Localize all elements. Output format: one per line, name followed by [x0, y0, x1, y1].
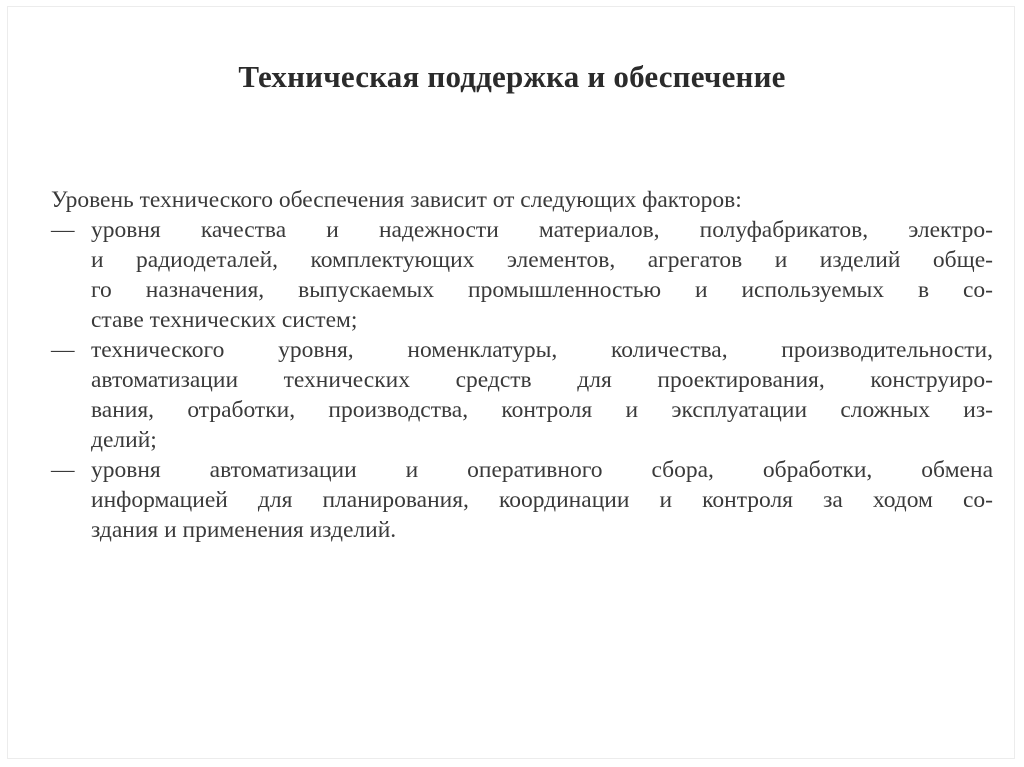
- list-item: [51, 455, 993, 545]
- dash-bullet: —: [51, 337, 75, 363]
- list-item-line: — уровня автоматизации и оперативного сбора, обработки, обмена: [51, 457, 993, 483]
- list-item-line: и радиодеталей, комплектующих элементов, агрегатов и изделий обще-: [91, 247, 993, 273]
- list-item-line: информацией для планирования, координации и контроля за ходом со-: [91, 487, 993, 513]
- list-item-line: автоматизации технических средств для проектирования, конструиро-: [91, 367, 993, 393]
- list-item-line: го назначения, выпускаемых промышленностью и используемых в со-: [91, 277, 993, 303]
- slide-frame: [7, 6, 1015, 759]
- list-item-line: делий;: [91, 427, 157, 453]
- intro-text: Уровень технического обеспечения зависит от следующих факторов:: [51, 187, 742, 213]
- list-item-line: ставе технических систем;: [91, 307, 358, 333]
- list-item-line: здания и применения изделий.: [91, 517, 397, 543]
- list-item: [51, 335, 993, 455]
- list-item-line: вания, отработки, производства, контроля и эксплуатации сложных из-: [91, 397, 993, 423]
- document-body: [51, 185, 993, 545]
- list-item: [51, 215, 993, 335]
- dash-bullet: —: [51, 217, 75, 243]
- page-title: Техническая поддержка и обеспечение: [238, 59, 786, 94]
- list-item-line: — технического уровня, номенклатуры, количества, производительности,: [51, 337, 993, 363]
- list-item-line: — уровня качества и надежности материалов, полуфабрикатов, электро-: [51, 217, 993, 243]
- dash-bullet: —: [51, 457, 75, 483]
